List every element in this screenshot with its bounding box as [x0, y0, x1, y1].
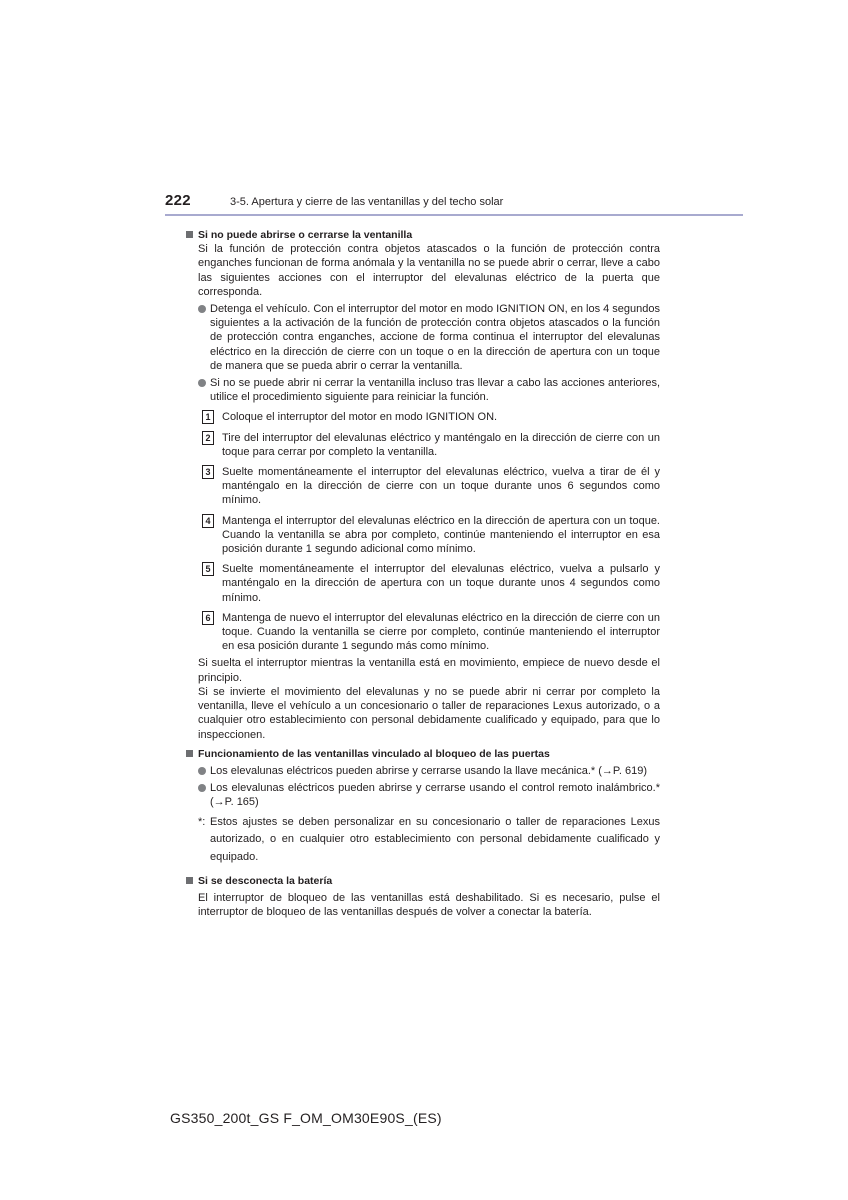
step-text: Suelte momentáneamente el interruptor del elevalunas eléctrico, vuelva a tirar de él y manténgalo en la dirección de cierre con un toque durante unos 6 segundos como mínimo.	[222, 466, 660, 507]
bullet-item	[186, 764, 660, 778]
section-title: 3-5. Apertura y cierre de las ventanillas y del techo solar	[230, 196, 504, 208]
step-text: Suelte momentáneamente el interruptor del elevalunas eléctrico, vuelva a pulsarlo y manténgalo en la dirección de apertura con un toque durante unos 4 segundos como mínimo.	[222, 563, 660, 604]
step-text: Mantenga el interruptor del elevalunas eléctrico en la dirección de apertura con un toque. Cuando la ventanilla se abra por completo, continúe manteniendo el interruptor en esa posición durante 1 segundo adicional como mínimo.	[222, 514, 660, 556]
header-rule	[165, 214, 743, 216]
bullet-text: Los elevalunas eléctricos pueden abrirse y cerrarse usando la llave mecánica.* (→P. 619)	[210, 764, 647, 777]
page-content	[186, 226, 660, 920]
round-bullet-icon	[198, 784, 206, 792]
bullet-text: Detenga el vehículo. Con el interruptor del motor en modo IGNITION ON, en los 4 segundos siguientes a la activación de la función de protección contra objetos atascados o la función de protección contra enganches, accione de forma continua el interruptor del elevalunas eléctrico en la dirección de cierre con un toque o en la dirección de apertura con un toque de manera que se pueda abrir o cerrar la ventanilla.	[210, 303, 661, 372]
after-paragraph: Si suelta el interruptor mientras la ventanilla está en movimiento, empiece de nuevo desde el principio.	[198, 657, 660, 684]
step-number-box: 2	[202, 431, 214, 445]
step-text: Coloque el interruptor del motor en modo IGNITION ON.	[222, 411, 498, 424]
square-bullet-icon	[186, 750, 193, 757]
section-heading-window-fails	[186, 228, 660, 242]
footnote-text: Estos ajustes se deben personalizar en su concesionario o taller de reparaciones Lexus autorizado, o en cualquier otro establecimiento con personal debidamente cualificado y equipado.	[210, 815, 660, 863]
round-bullet-icon	[198, 379, 206, 387]
step-item	[186, 431, 660, 459]
bullet-text: Si no se puede abrir ni cerrar la ventanilla incluso tras llevar a cabo las acciones anteriores, utilice el procedimiento siguiente para reiniciar la función.	[210, 377, 660, 404]
battery-paragraph: El interruptor de bloqueo de las ventanillas está deshabilitado. Si es necesario, pulse el interruptor de bloqueo de las ventanillas después de volver a conectar la batería.	[198, 892, 660, 919]
section-heading-battery	[186, 874, 660, 888]
step-text: Mantenga de nuevo el interruptor del elevalunas eléctrico en la dirección de cierre con un toque. Cuando la ventanilla se cierre por completo, continúe manteniendo el interruptor en esa posición durante 1 segundo más como mínimo.	[222, 611, 660, 653]
page-number: 222	[165, 192, 191, 209]
square-bullet-icon	[186, 231, 193, 238]
round-bullet-icon	[198, 767, 206, 775]
step-number-box: 4	[202, 514, 214, 528]
bullet-text: Los elevalunas eléctricos pueden abrirse y cerrarse usando el control remoto inalámbrico.* (→P. 165)	[210, 782, 660, 809]
round-bullet-icon	[198, 305, 206, 313]
square-bullet-icon	[186, 877, 193, 884]
step-text: Tire del interruptor del elevalunas eléctrico y manténgalo en la dirección de cierre con un toque para cerrar por completo la ventanilla.	[222, 431, 660, 458]
footnote-mark: *:	[198, 815, 206, 828]
section-heading-door-lock-link	[186, 747, 660, 761]
section-heading-text: Si se desconecta la batería	[198, 875, 333, 888]
section-heading-text: Funcionamiento de las ventanillas vinculado al bloqueo de las puertas	[198, 747, 550, 760]
after-paragraph: Si se invierte el movimiento del elevalunas y no se puede abrir ni cerrar por completo la ventanilla, lleve el vehículo a un concesionario o taller de reparaciones Lexus autorizado, o a cualquier otro establecimiento con personal debidamente cualificado y equipado, para que lo inspeccionen.	[198, 685, 660, 741]
step-item	[186, 514, 660, 557]
step-number-box: 6	[202, 611, 214, 625]
step-item	[186, 465, 660, 508]
step-number-box: 3	[202, 465, 214, 479]
intro-paragraph: Si la función de protección contra objetos atascados o la función de protección contra enganches funcionan de forma anómala y la ventanilla no se puede abrir o cerrar, lleve a cabo las siguientes acciones con el interruptor del elevalunas eléctrico de la puerta que corresponda.	[198, 243, 660, 298]
step-item	[186, 410, 660, 424]
bullet-item	[186, 302, 660, 373]
bullet-item	[186, 781, 660, 809]
page-header	[0, 188, 848, 228]
document-code: GS350_200t_GS F_OM_OM30E90S_(ES)	[170, 1110, 442, 1126]
step-number-box: 1	[202, 410, 214, 424]
step-item	[186, 562, 660, 605]
section-heading-text: Si no puede abrirse o cerrarse la ventanilla	[198, 229, 413, 241]
step-item	[186, 611, 660, 654]
step-number-box: 5	[202, 562, 214, 576]
footnote	[186, 814, 660, 867]
bullet-item	[186, 376, 660, 404]
